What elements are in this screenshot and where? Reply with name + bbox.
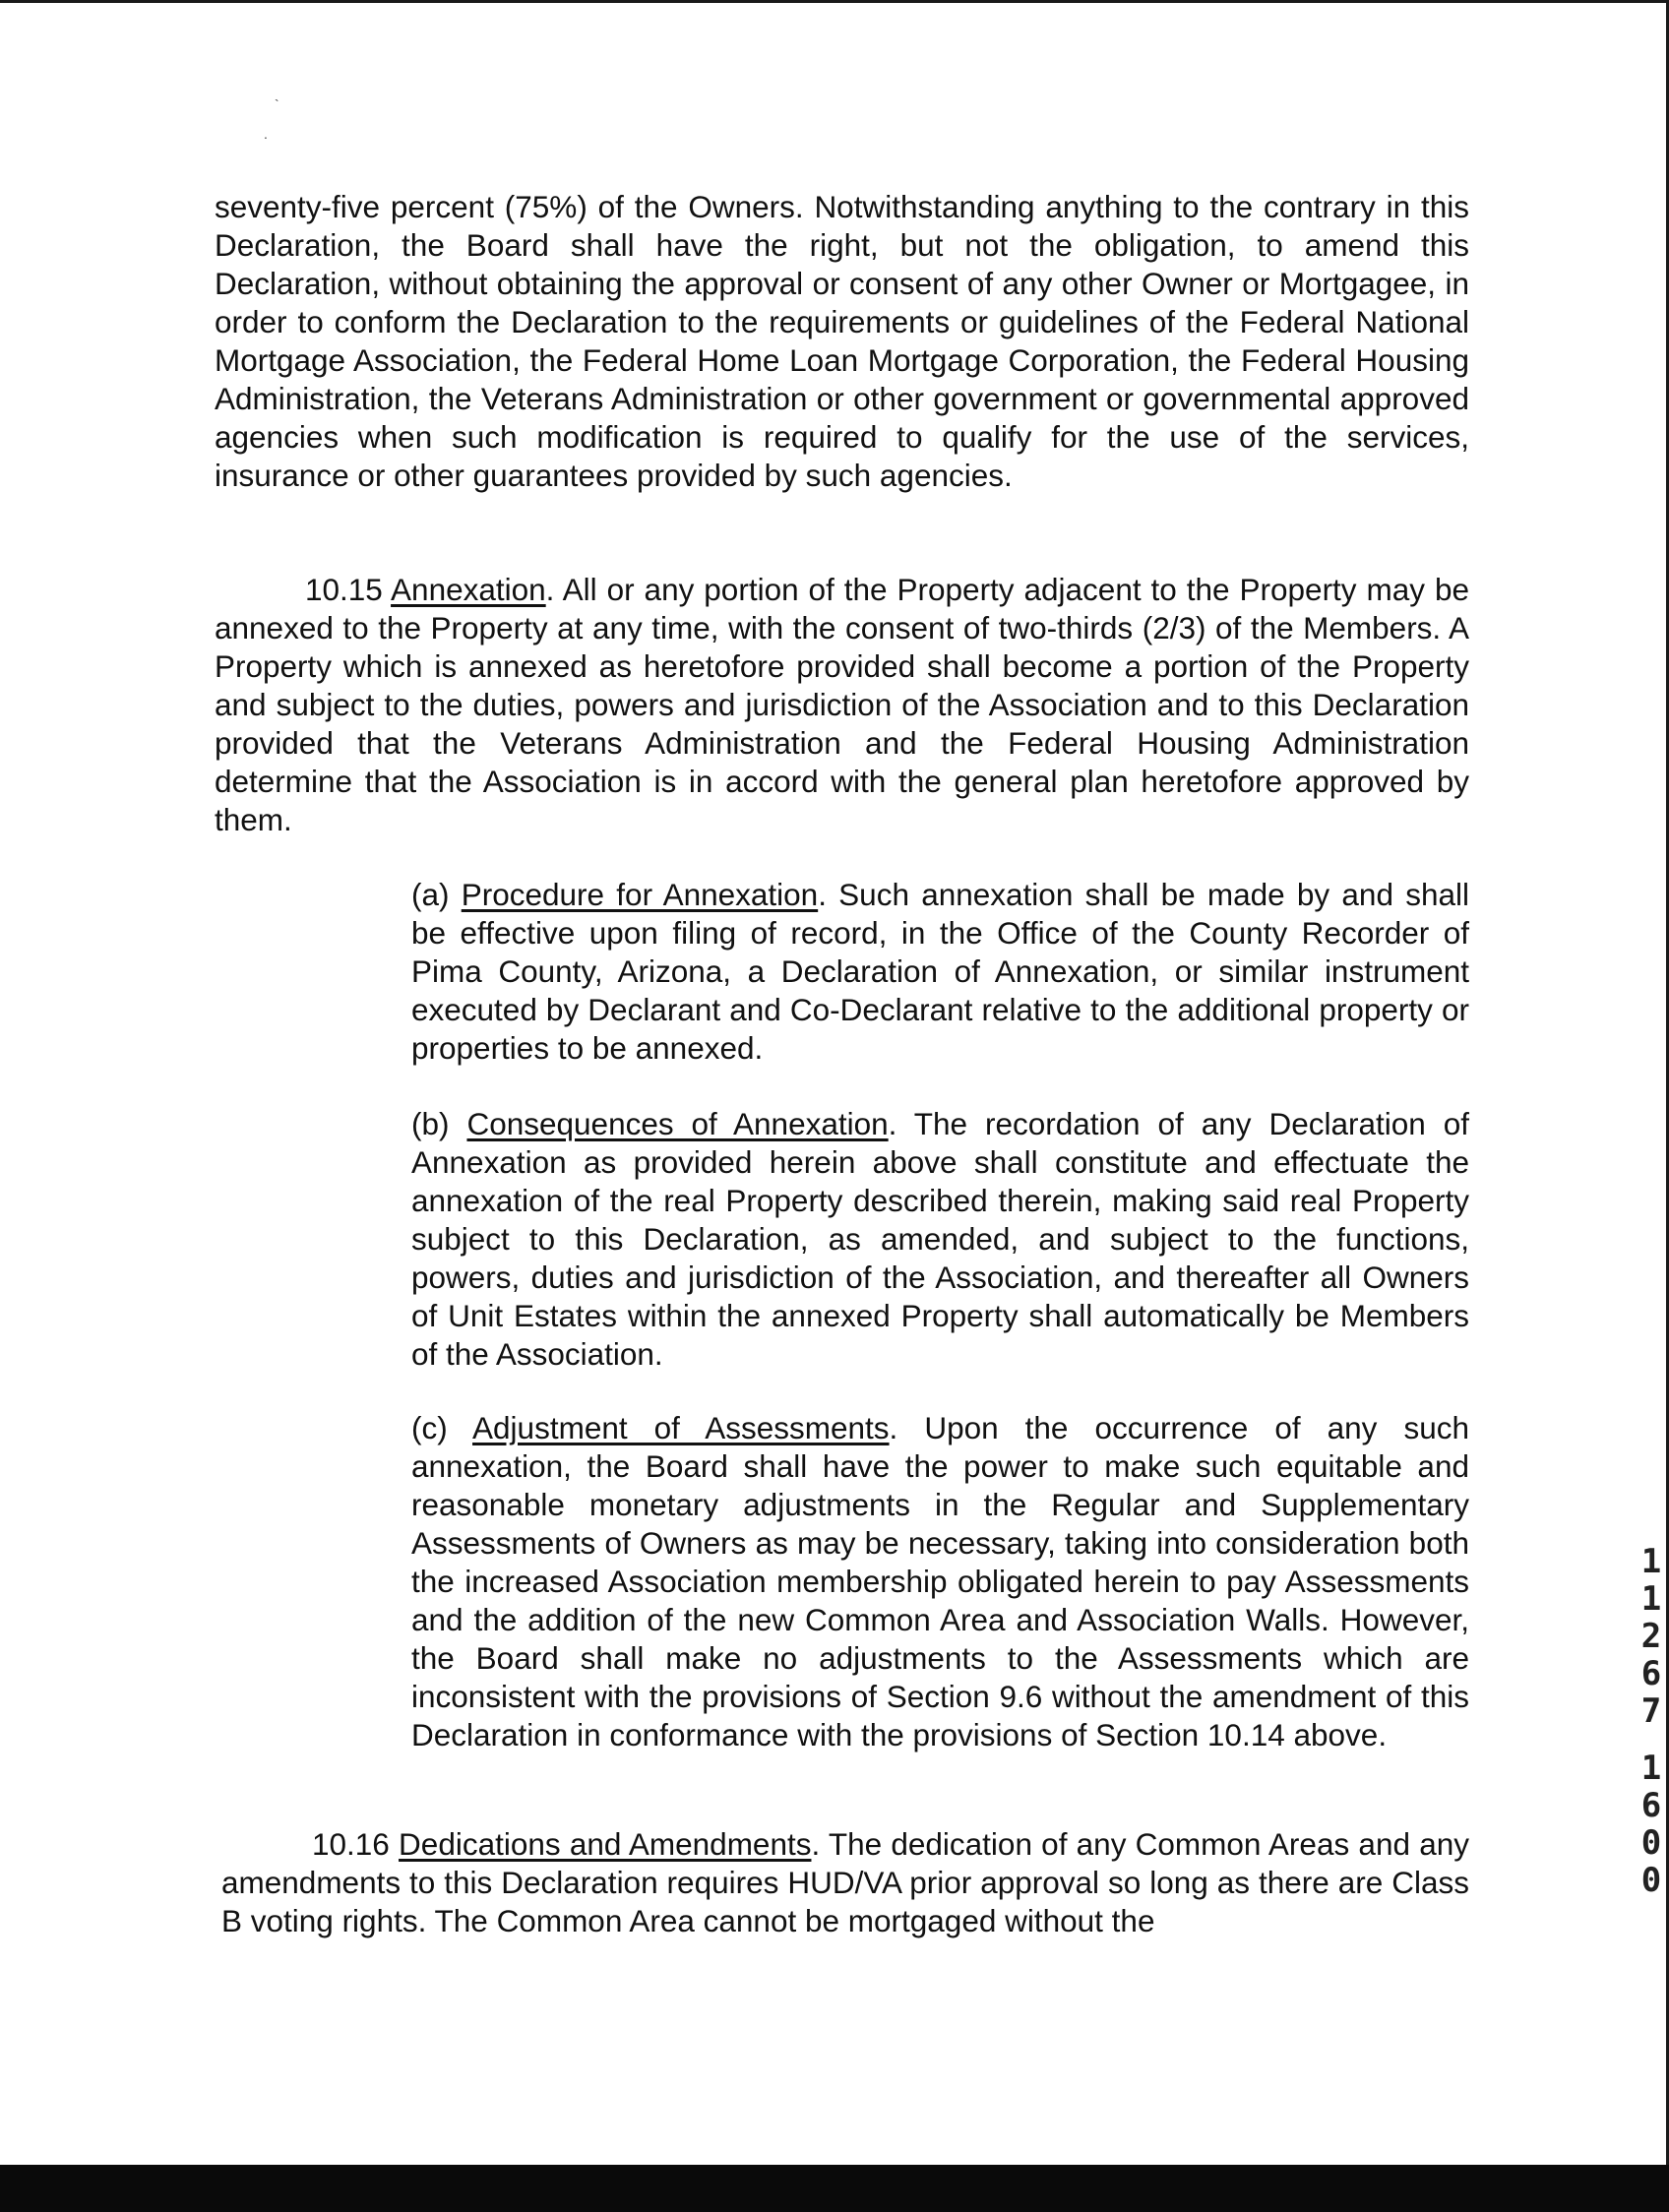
- scan-speck: .: [264, 126, 268, 142]
- subsection-b-heading: Consequences of Annexation: [466, 1106, 889, 1141]
- section-10-15: [215, 571, 1469, 839]
- subsection-c: [411, 1409, 1469, 1754]
- subsection-a-label: (a): [411, 877, 462, 912]
- section-10-16-number: 10.16: [312, 1826, 400, 1862]
- section-10-15-number: 10.15: [305, 572, 392, 607]
- subsection-c-body: . Upon the occurrence of any such annexation, the Board shall have the power to make such equitable and reasonable monetary adjustments in the Regular and Supplementary Assessments of Owners as may be necessary, taking into consideration both the increased Association membership obligated herein to pay Assessments and the addition of the new Common Area and Association Walls. However, the Board shall make no adjustments to the Assessments which are inconsistent with the provisions of Section 9.6 without the amendment of this Declaration in conformance with the provisions of Section 10.14 above.: [411, 1410, 1470, 1752]
- subsection-b: [411, 1105, 1469, 1374]
- scan-border-top: [0, 0, 1669, 3]
- paragraph-continuation: [215, 188, 1469, 495]
- section-10-15-heading: Annexation: [391, 572, 546, 607]
- subsection-b-label: (b): [411, 1106, 467, 1141]
- scan-border-bottom: [0, 2165, 1669, 2212]
- subsection-a-body: . Such annexation shall be made by and shall be effective upon filing of record, in the Office of the County Recorder of Pima County, Arizona, a Declaration of Annexation, or similar instrument executed by Declarant and Co-Declarant relative to the additional property or properties to be annexed.: [411, 877, 1469, 1066]
- docket-digit: 1: [1640, 1579, 1662, 1619]
- page-number-stamp: [1638, 1750, 1664, 1899]
- scan-speck: `: [275, 96, 279, 112]
- docket-number-stamp: [1638, 1543, 1664, 1730]
- section-10-16-heading: Dedications and Amendments: [399, 1826, 812, 1862]
- paragraph-continuation-text: seventy-five percent (75%) of the Owners. Notwithstanding anything to the contrary in this Declaration, the Board shall have the right, but not the obligation, to amend this Declaration, without obtaining the approval or consent of any other Owner or Mortgagee, in order to conform the Declaration to the requirements or guidelines of the Federal National Mortgage Association, the Federal Home Loan Mortgage Corporation, the Federal Housing Administration, the Veterans Administration or other government or governmental approved agencies when such modification is required to qualify for the use of the services, insurance or other guarantees provided by such agencies.: [215, 189, 1469, 493]
- docket-digit: 2: [1640, 1617, 1662, 1656]
- docket-digit: 7: [1640, 1691, 1662, 1731]
- section-10-16-body: . The dedication of any Common Areas and any amendments to this Declaration requires HUD/VA prior approval so long as there are Class B voting rights. The Common Area cannot be mortgaged without the: [221, 1826, 1469, 1938]
- page-digit: 0: [1640, 1823, 1662, 1863]
- subsection-b-body: . The recordation of any Declaration of Annexation as provided herein above shall constitute and effectuate the annexation of the real Property described therein, making said real Property subject to this Declaration, as amended, and subject to the functions, powers, duties and jurisdiction of the Association, and thereafter all Owners of Unit Estates within the annexed Property shall automatically be Members of the Association.: [411, 1106, 1469, 1372]
- page-digit: 6: [1640, 1786, 1662, 1825]
- docket-digit: 6: [1640, 1654, 1662, 1693]
- section-10-15-body: . All or any portion of the Property adjacent to the Property may be annexed to the Property at any time, with the consent of two-thirds (2/3) of the Members. A Property which is annexed as heretofore provided shall become a portion of the Property and subject to the duties, powers and jurisdiction of the Association and to this Declaration provided that the Veterans Administration and the Federal Housing Administration determine that the Association is in accord with the general plan heretofore approved by them.: [215, 572, 1469, 837]
- subsection-c-heading: Adjustment of Assessments: [472, 1410, 890, 1445]
- section-10-16: [221, 1825, 1469, 1940]
- subsection-a-heading: Procedure for Annexation: [461, 877, 819, 912]
- page-digit: 0: [1640, 1861, 1662, 1900]
- subsection-c-label: (c): [411, 1410, 473, 1445]
- subsection-a: [411, 876, 1469, 1068]
- page-digit: 1: [1640, 1749, 1662, 1788]
- docket-digit: 1: [1640, 1542, 1662, 1581]
